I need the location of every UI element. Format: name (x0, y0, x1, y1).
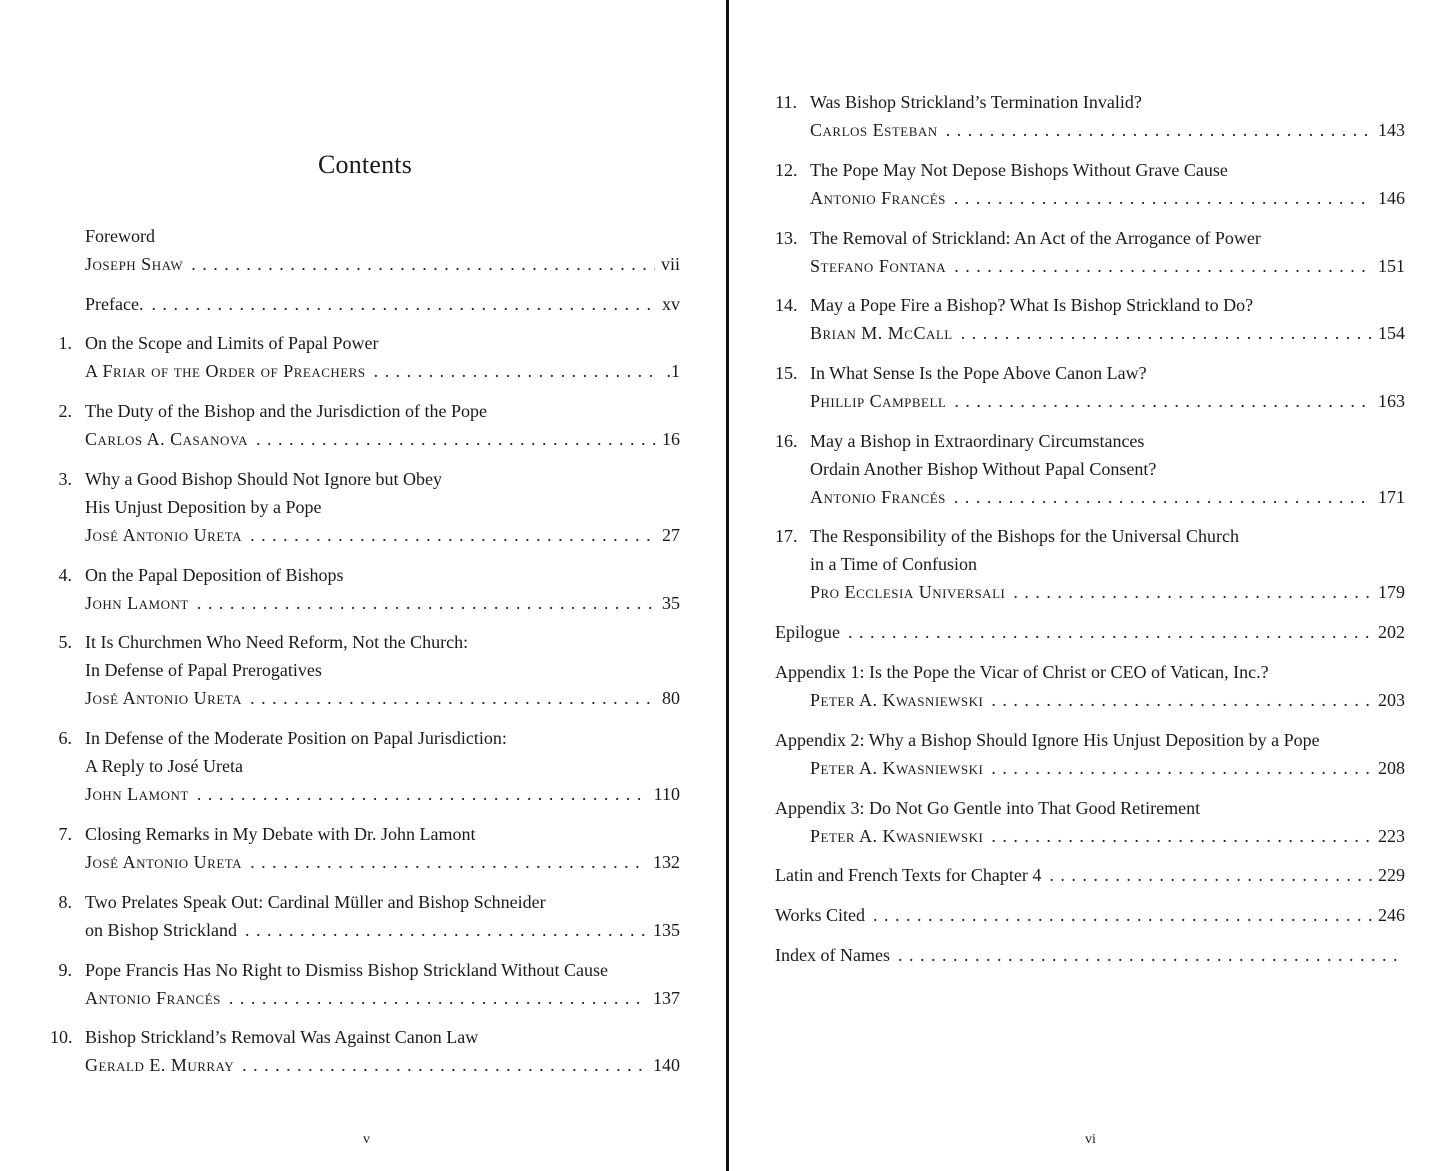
toc-page-number: 229 (1378, 865, 1405, 885)
toc-author-row (810, 754, 1405, 782)
chapter-number: 7. (58, 824, 72, 844)
toc-page-number: 140 (653, 1055, 680, 1075)
toc-page-number: 151 (1378, 256, 1405, 276)
toc-author-row (810, 252, 1405, 280)
chapter-title-continuation: on Bishop Strickland (85, 920, 237, 940)
chapter-number: 9. (58, 960, 72, 980)
chapter-number: 16. (775, 431, 798, 451)
toc-author-row (85, 357, 680, 385)
chapter-title: On the Scope and Limits of Papal Power (85, 333, 379, 353)
chapter-author: José Antonio Ureta (85, 688, 243, 708)
chapter-number: 12. (775, 160, 798, 180)
toc-entry-line (775, 726, 1405, 754)
toc-author-row (810, 319, 1405, 347)
toc-author-row (810, 686, 1405, 714)
dot-leader (151, 290, 656, 318)
toc-author-row (85, 1051, 680, 1079)
dot-leader (961, 319, 1372, 347)
chapter-number: 2. (58, 401, 72, 421)
chapter-number: 17. (775, 526, 798, 546)
chapter-title: in a Time of Confusion (810, 554, 978, 574)
chapter-title: Closing Remarks in My Debate with Dr. John Lamont (85, 824, 476, 844)
toc-entry-line (50, 329, 680, 357)
toc-author-row (85, 780, 680, 808)
chapter-title: The Pope May Not Depose Bishops Without Grave Cause (810, 160, 1228, 180)
toc-entry-line (775, 658, 1405, 686)
toc-entry-line (50, 222, 680, 250)
toc-author-row (85, 425, 680, 453)
toc-entry-row (775, 618, 1405, 646)
chapter-title: May a Bishop in Extraordinary Circumstances (810, 431, 1145, 451)
chapter-author: Pro Ecclesia Universali (810, 582, 1006, 602)
page-gutter-divider (726, 0, 729, 1171)
toc-entry-row (85, 290, 680, 318)
dot-leader (197, 780, 648, 808)
chapter-title: It Is Churchmen Who Need Reform, Not the Church: (85, 632, 469, 652)
toc-entry-line (50, 561, 680, 589)
chapter-title: Why a Good Bishop Should Not Ignore but Obey (85, 469, 442, 489)
chapter-author: Stefano Fontana (810, 256, 947, 276)
toc-page-number: 246 (1378, 905, 1405, 925)
toc-page-number: 203 (1378, 690, 1405, 710)
toc-entry-line (50, 752, 680, 780)
chapter-title: Two Prelates Speak Out: Cardinal Müller and Bishop Schneider (85, 892, 546, 912)
chapter-number: 13. (775, 228, 798, 248)
toc-page-number: 223 (1378, 826, 1405, 846)
dot-leader (991, 754, 1372, 782)
toc-entry-line (775, 522, 1405, 550)
toc-page-number: 143 (1378, 120, 1405, 140)
chapter-title: Appendix 1: Is the Pope the Vicar of Christ or CEO of Vatican, Inc.? (775, 662, 1269, 682)
toc-entry-line (50, 724, 680, 752)
toc-entry-line (775, 156, 1405, 184)
chapter-number: 6. (58, 728, 72, 748)
dot-leader (1013, 578, 1372, 606)
dot-leader (954, 483, 1372, 511)
toc-entry-title: Epilogue (775, 622, 840, 642)
toc-author-row (85, 848, 680, 876)
toc-author-row (85, 684, 680, 712)
toc-entry-line (775, 455, 1405, 483)
dot-leader (197, 589, 656, 617)
dot-leader (848, 618, 1372, 646)
chapter-number: 15. (775, 363, 798, 383)
dot-leader (374, 357, 661, 385)
toc-author-row (810, 483, 1405, 511)
chapter-number: 5. (58, 632, 72, 652)
toc-entry-line (50, 465, 680, 493)
toc-entry-line (775, 550, 1405, 578)
chapter-title: Appendix 3: Do Not Go Gentle into That Good Retirement (775, 798, 1201, 818)
toc-entry-line (775, 224, 1405, 252)
toc-author-row (810, 578, 1405, 606)
toc-author-row (85, 916, 680, 944)
chapter-author: Carlos A. Casanova (85, 429, 249, 449)
page-title: Contents (317, 150, 413, 179)
page-folio-left: v (363, 1132, 370, 1147)
toc-entry-title: Latin and French Texts for Chapter 4 (775, 865, 1042, 885)
dot-leader (256, 425, 656, 453)
dot-leader (946, 116, 1372, 144)
toc-page-number: 146 (1378, 188, 1405, 208)
toc-author-row (810, 822, 1405, 850)
toc-page-number: 80 (662, 688, 680, 708)
toc-author-row (810, 387, 1405, 415)
toc-page-number: 110 (653, 784, 680, 804)
chapter-number: 3. (58, 469, 72, 489)
chapter-title: The Duty of the Bishop and the Jurisdiction of the Pope (85, 401, 487, 421)
toc-entry-row (775, 861, 1405, 889)
toc-page-number: xv (662, 294, 680, 314)
toc-entry-line (775, 794, 1405, 822)
chapter-author: José Antonio Ureta (85, 525, 243, 545)
toc-page-number: 27 (662, 525, 680, 545)
toc-entry-line (775, 359, 1405, 387)
chapter-author: Peter A. Kwasniewski (810, 758, 984, 778)
toc-page-number: 179 (1378, 582, 1405, 602)
chapter-author: Peter A. Kwasniewski (810, 690, 984, 710)
toc-author-row (85, 984, 680, 1012)
dot-leader (242, 1051, 647, 1079)
page-folio-right: vi (1085, 1132, 1096, 1147)
chapter-author: Brian M. McCall (810, 323, 953, 343)
toc-author-row (85, 250, 680, 278)
chapter-author: Antonio Francés (810, 188, 946, 208)
dot-leader (991, 686, 1372, 714)
chapter-author: Peter A. Kwasniewski (810, 826, 984, 846)
dot-leader (954, 184, 1372, 212)
chapter-title: The Responsibility of the Bishops for the Universal Church (810, 526, 1239, 546)
toc-page-number: 163 (1378, 391, 1405, 411)
chapter-title: On the Papal Deposition of Bishops (85, 565, 344, 585)
chapter-title: In Defense of the Moderate Position on Papal Jurisdiction: (85, 728, 507, 748)
toc-entry-line (775, 427, 1405, 455)
toc-author-row (85, 521, 680, 549)
dot-leader (954, 387, 1372, 415)
toc-entry-line (50, 656, 680, 684)
toc-author-row (85, 589, 680, 617)
toc-page-number: 154 (1378, 323, 1405, 343)
dot-leader (873, 901, 1372, 929)
chapter-title: In Defense of Papal Prerogatives (85, 660, 322, 680)
toc-author-row (810, 184, 1405, 212)
dot-leader (229, 984, 647, 1012)
dot-leader (250, 684, 656, 712)
dot-leader (1049, 861, 1372, 889)
chapter-number: 1. (58, 333, 72, 353)
toc-page-number: 202 (1378, 622, 1405, 642)
dot-leader (954, 252, 1372, 280)
toc-entry-line (775, 88, 1405, 116)
chapter-author: Phillip Campbell (810, 391, 947, 411)
dot-leader (991, 822, 1372, 850)
toc-page-number: 132 (653, 852, 680, 872)
chapter-title: A Reply to José Ureta (85, 756, 243, 776)
toc-entry-title: Index of Names (775, 945, 890, 965)
chapter-number: 10. (50, 1027, 73, 1047)
toc-entry-line (50, 888, 680, 916)
toc-entry-line (50, 397, 680, 425)
toc-page-number: 137 (653, 988, 680, 1008)
toc-entry-line (775, 291, 1405, 319)
chapter-author: John Lamont (85, 784, 189, 804)
chapter-author: Gerald E. Murray (85, 1055, 235, 1075)
right-page (731, 0, 1456, 1171)
chapter-number: 4. (58, 565, 72, 585)
chapter-number: 11. (775, 92, 797, 112)
toc-entry-line (50, 493, 680, 521)
chapter-author: Carlos Esteban (810, 120, 938, 140)
chapter-title: Pope Francis Has No Right to Dismiss Bishop Strickland Without Cause (85, 960, 608, 980)
toc-page-number: 16 (662, 429, 680, 449)
toc-page-number: 171 (1378, 487, 1405, 507)
toc-entry-row (775, 901, 1405, 929)
toc-entry-line (50, 628, 680, 656)
toc-page-number: .1 (666, 361, 680, 381)
dot-leader (250, 521, 656, 549)
chapter-title: Bishop Strickland’s Removal Was Against Canon Law (85, 1027, 479, 1047)
chapter-author: Antonio Francés (85, 988, 221, 1008)
chapter-title: May a Pope Fire a Bishop? What Is Bishop Strickland to Do? (810, 295, 1254, 315)
chapter-author: Antonio Francés (810, 487, 946, 507)
toc-author-row (810, 116, 1405, 144)
chapter-number: 14. (775, 295, 798, 315)
chapter-title: The Removal of Strickland: An Act of the Arrogance of Power (810, 228, 1261, 248)
chapter-author: José Antonio Ureta (85, 852, 243, 872)
left-page (0, 0, 727, 1171)
toc-entry-line (50, 820, 680, 848)
dot-leader (191, 250, 655, 278)
chapter-title: Appendix 2: Why a Bishop Should Ignore His Unjust Deposition by a Pope (775, 730, 1320, 750)
toc-entry-row (775, 941, 1405, 969)
chapter-title: His Unjust Deposition by a Pope (85, 497, 322, 517)
toc-page-number: 35 (662, 593, 680, 613)
dot-leader (250, 848, 647, 876)
dot-leader (245, 916, 647, 944)
dot-leader (898, 941, 1399, 969)
chapter-number: 8. (58, 892, 72, 912)
chapter-author: John Lamont (85, 593, 189, 613)
chapter-title: Foreword (85, 226, 155, 246)
toc-entry-title: Preface. (85, 294, 144, 314)
chapter-author: A Friar of the Order of Preachers (85, 361, 366, 381)
chapter-title: In What Sense Is the Pope Above Canon Law? (810, 363, 1147, 383)
toc-entry-title: Works Cited (775, 905, 866, 925)
toc-page-number: 208 (1378, 758, 1405, 778)
chapter-author: Joseph Shaw (85, 254, 184, 274)
toc-entry-line (50, 1023, 680, 1051)
toc-entry-line (50, 956, 680, 984)
chapter-title: Ordain Another Bishop Without Papal Consent? (810, 459, 1157, 479)
chapter-title: Was Bishop Strickland’s Termination Invalid? (810, 92, 1142, 112)
toc-page-number: 135 (653, 920, 680, 940)
toc-page-number: vii (660, 254, 680, 274)
